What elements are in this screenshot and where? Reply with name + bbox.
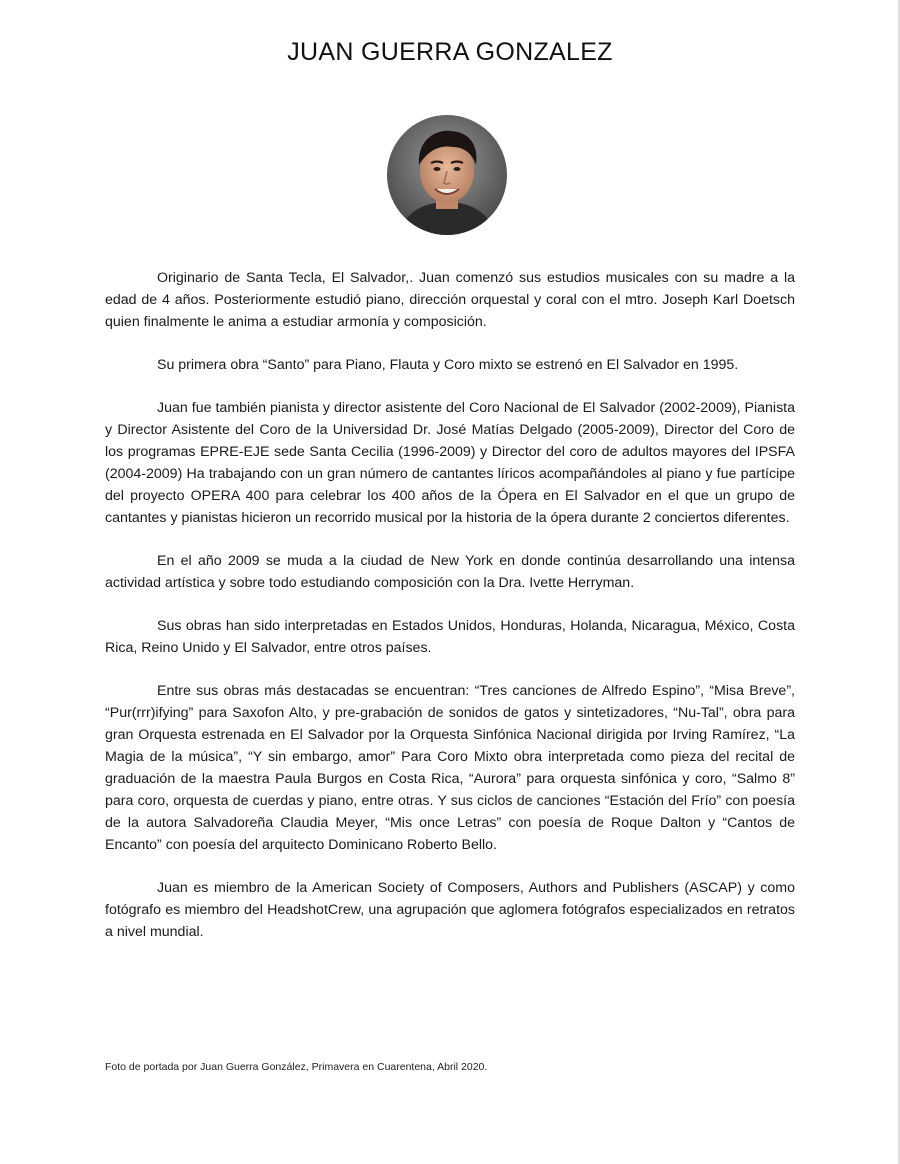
photo-credit: Foto de portada por Juan Guerra González, Primavera en Cuarentena, Abril 2020. <box>105 1061 488 1073</box>
paragraph-memberships: Juan es miembro de la American Society of Composers, Authors and Publishers (ASCAP) y como fotógrafo es miembro del HeadshotCrew, una agrupación que aglomera fotógrafos especializados en retratos a nivel mundial. <box>105 880 795 940</box>
paragraph-origin: Originario de Santa Tecla, El Salvador,. Juan comenzó sus estudios musicales con su madre a la edad de 4 años. Posteriormente estudió piano, dirección orquestal y coral con el mtro. Joseph Karl Doetsch quien finalmente le anima a estudiar armonía y composición. <box>105 270 795 330</box>
paragraph-new-york: En el año 2009 se muda a la ciudad de New York en donde continúa desarrollando una intensa actividad artística y sobre todo estudiando composición con la Dra. Ivette Herryman. <box>105 553 795 591</box>
portrait-image <box>387 115 507 235</box>
portrait-photo <box>387 115 507 235</box>
paragraph-works: Entre sus obras más destacadas se encuentran: “Tres canciones de Alfredo Espino”, “Misa Breve”, “Pur(rrr)ifying” para Saxofon Alto, y pre-grabación de sonidos de gatos y sintetizadores, “Nu-Tal”, obra para gran Orquesta estrenada en El Salvador por la Orquesta Sinfónica Nacional dirigida por Irving Ramírez, “La Magia de la música”, “Y sin embargo, amor” Para Coro Mixto obra interpretada como pieza del recital de graduación de la maestra Paula Burgos en Costa Rica, “Aurora” para orquesta sinfónica y coro, “Salmo 8” para coro, orquesta de cuerdas y piano, entre otras. Y sus ciclos de canciones “Estación del Frío” con poesía de la autora Salvadoreña Claudia Meyer, “Mis once Letras” con poesía de Roque Dalton y “Cantos de Encanto” con poesía del arquitecto Dominicano Roberto Bello. <box>105 683 795 853</box>
paragraph-career: Juan fue también pianista y director asistente del Coro Nacional de El Salvador (2002-2009), Pianista y Director Asistente del Coro de la Universidad Dr. José Matías Delgado (2005-2009), Director del Coro de los programas EPRE-EJE sede Santa Cecilia (1996-2009) y Director del coro de adultos mayores del IPSFA (2004-2009) Ha trabajando con un gran número de cantantes líricos acompañándoles al piano y fue partícipe del proyecto OPERA 400 para celebrar los 400 años de la Ópera en El Salvador en el que un grupo de cantantes y pianistas hicieron un recorrido musical por la historia de la ópera durante 2 conciertos diferentes. <box>105 400 795 526</box>
biography-text <box>105 267 795 964</box>
page-title: JUAN GUERRA GONZALEZ <box>287 38 613 66</box>
paragraph-performances: Sus obras han sido interpretadas en Estados Unidos, Honduras, Holanda, Nicaragua, México, Costa Rica, Reino Unido y El Salvador, entre otros países. <box>105 618 795 656</box>
paragraph-first-work: Su primera obra “Santo” para Piano, Flauta y Coro mixto se estrenó en El Salvador en 1995. <box>157 357 739 373</box>
